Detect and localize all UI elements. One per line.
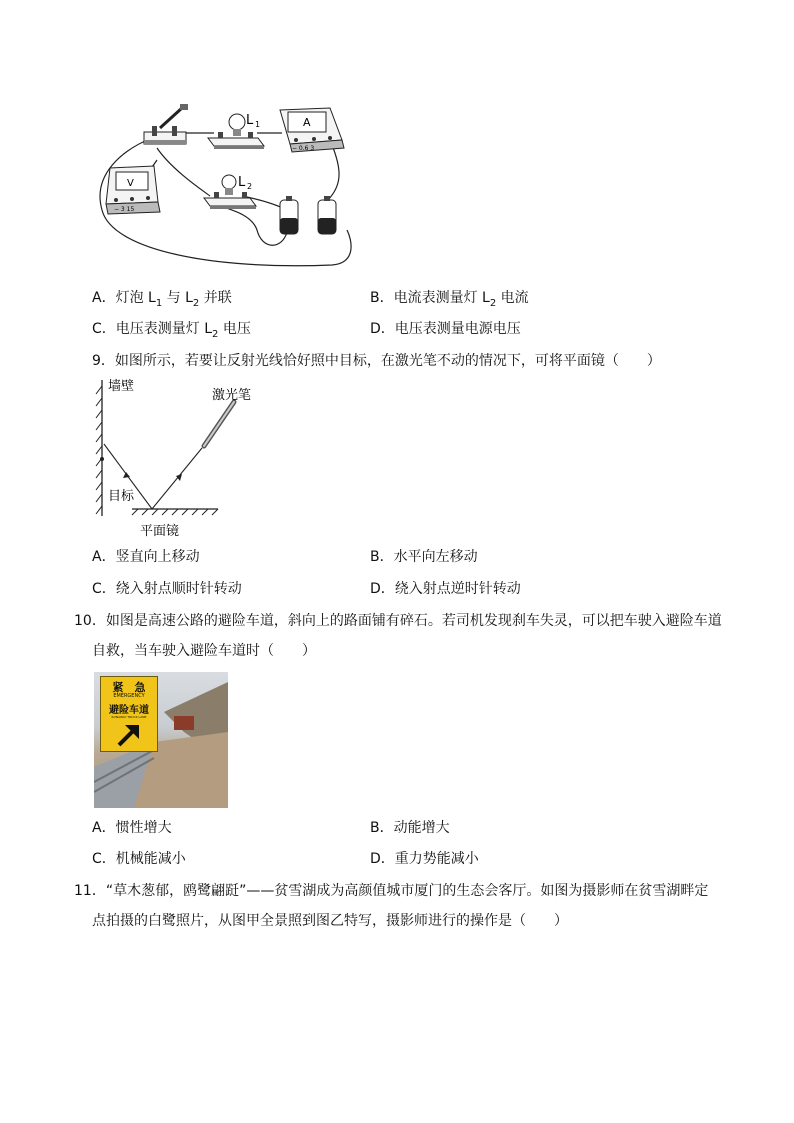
q8-option-b[interactable]: B．电流表测量灯 $L_2$ 电流 bbox=[370, 290, 529, 309]
mirror-diagram bbox=[92, 378, 272, 540]
voltmeter-label: V bbox=[127, 178, 134, 189]
target-label: 目标 bbox=[108, 489, 135, 504]
q9-option-b[interactable]: B．水平向左移动 bbox=[370, 549, 478, 565]
q8-option-a[interactable]: A．灯泡 $L_1$ 与 $L_2$ 并联 bbox=[92, 290, 232, 309]
q11-stem-line1: 11．“草木葱郁，鸥鹭翩跹”——贫雪湖成为高颜值城市厦门的生态会客厅。如图为摄影师在贫雪湖畔定 bbox=[74, 883, 709, 899]
laser-pen-icon bbox=[204, 402, 234, 446]
sign-line1: 紧 急 bbox=[112, 681, 146, 694]
bulb-l2-icon bbox=[204, 175, 256, 209]
battery-icon bbox=[280, 196, 298, 234]
bulb-l1-label: L bbox=[246, 113, 254, 128]
ammeter-label: A bbox=[303, 116, 311, 129]
q11-stem-line2: 点拍摄的白鹭照片，从图甲全景照到图乙特写，摄影师进行的操作是（ ） bbox=[92, 913, 568, 929]
q8-option-d[interactable]: D．电压表测量电源电压 bbox=[370, 321, 521, 337]
q10-stem-line2: 自救，当车驶入避险车道时（ ） bbox=[92, 643, 316, 659]
circuit-diagram bbox=[92, 100, 372, 280]
q10-option-c[interactable]: C．机械能减小 bbox=[92, 851, 186, 867]
q10-option-d[interactable]: D．重力势能减小 bbox=[370, 851, 479, 867]
bulb-l2-subscript: 2 bbox=[247, 182, 253, 191]
q8-option-c[interactable]: C．电压表测量灯 $L_2$ 电压 bbox=[92, 321, 251, 340]
q9-option-a[interactable]: A．竖直向上移动 bbox=[92, 549, 200, 565]
sign-line3: 避险车道 bbox=[109, 705, 149, 716]
q10-option-b[interactable]: B．动能增大 bbox=[370, 820, 450, 836]
q9-option-d[interactable]: D．绕入射点逆时针转动 bbox=[370, 581, 521, 597]
target-dot bbox=[100, 457, 104, 461]
wall-label: 墙壁 bbox=[108, 379, 135, 394]
q10-stem-line1: 10．如图是高速公路的避险车道，斜向上的路面铺有碎石。若司机发现刹车失灵，可以把车驶入避险车道 bbox=[74, 613, 722, 629]
arrow-up-right-icon bbox=[115, 721, 143, 749]
q10-option-a[interactable]: A．惯性增大 bbox=[92, 820, 172, 836]
battery-icon bbox=[318, 196, 336, 234]
voltmeter-scale: − 3 15 bbox=[114, 206, 135, 213]
emergency-sign bbox=[100, 676, 158, 752]
laser-label: 激光笔 bbox=[212, 388, 252, 403]
q9-option-c[interactable]: C．绕入射点顺时针转动 bbox=[92, 581, 242, 597]
bulb-l1-subscript: 1 bbox=[255, 120, 261, 129]
ammeter-scale: − 0.6 3 bbox=[292, 145, 315, 152]
bulb-l2-label: L bbox=[238, 175, 246, 190]
mirror-label: 平面镜 bbox=[140, 524, 180, 539]
switch-icon bbox=[144, 104, 188, 144]
sign-line4: RUNAWAY TRUCK LANE bbox=[111, 715, 147, 719]
q9-stem: 9．如图所示，若要让反射光线恰好照中目标，在激光笔不动的情况下，可将平面镜（ ） bbox=[92, 353, 661, 369]
runaway-lane-photo bbox=[94, 672, 228, 808]
sign-line2: EMERGENCY bbox=[113, 693, 145, 699]
